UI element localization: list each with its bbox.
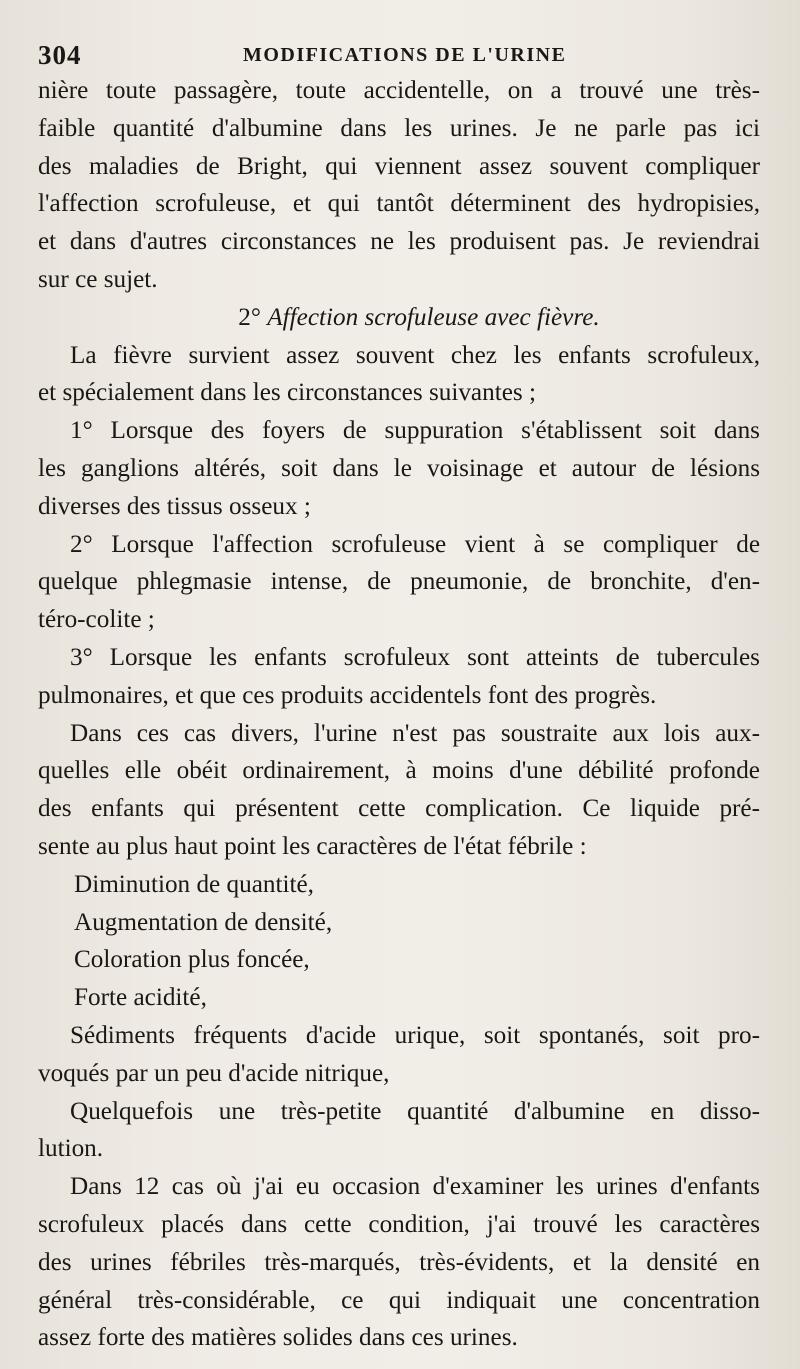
text-line: des enfants qui présentent cette complication. Ce liquide pré-: [38, 795, 760, 823]
text-line: voqués par un peu d'acide nitrique,: [38, 1059, 390, 1087]
text-line: Sédiments fréquents d'acide urique, soit spontanés, soit pro-: [70, 1021, 760, 1049]
page-number: 304: [38, 40, 82, 70]
text-line: 1° Lorsque des foyers de suppuration s'établissent soit dans: [70, 417, 760, 445]
text-line: 3° Lorsque les enfants scrofuleux sont atteints de tubercules: [70, 643, 760, 671]
text-line: quelles elle obéit ordinairement, à moins d'une débilité profonde: [38, 757, 760, 785]
running-title: MODIFICATIONS DE L'URINE: [243, 44, 567, 66]
text-line: l'affection scrofuleuse, et qui tantôt déterminent des hydropisies,: [38, 190, 760, 218]
text-line: La fièvre survient assez souvent chez les enfants scrofuleux,: [70, 341, 760, 369]
text-line: des maladies de Bright, qui viennent assez souvent compliquer: [38, 152, 760, 180]
text-line: général très-considérable, ce qui indiquait une concentration: [38, 1286, 760, 1314]
text-line: nière toute passagère, toute accidentelle, on a trouvé une très-: [38, 77, 760, 104]
text-line: Quelquefois une très-petite quantité d'albumine en disso-: [70, 1097, 760, 1125]
text-line: diverses des tissus osseux ;: [38, 492, 311, 520]
text-line: 2° Lorsque l'affection scrofuleuse vient à se compliquer de: [70, 530, 760, 558]
text-line: lution.: [38, 1135, 104, 1163]
list-item: Diminution de quantité,: [74, 870, 314, 898]
list-item: Coloration plus foncée,: [74, 946, 310, 974]
page-body: [38, 72, 760, 1357]
text-line: et dans d'autres circonstances ne les produisent pas. Je reviendrai: [38, 228, 760, 256]
text-line: sente au plus haut point les caractères de l'état fébrile :: [38, 832, 587, 860]
text-line: téro-colite ;: [38, 606, 155, 634]
section-heading: [38, 299, 760, 337]
text-line: et spécialement dans les circonstances suivantes ;: [38, 379, 536, 407]
text-line: quelque phlegmasie intense, de pneumonie, de bronchite, d'en-: [38, 568, 760, 596]
text-line: assez forte des matières solides dans ces urines.: [38, 1324, 518, 1352]
text-line: les ganglions altérés, soit dans le voisinage et autour de lésions: [38, 454, 760, 482]
section-heading-text: Affection scrofuleuse avec fièvre.: [267, 303, 600, 331]
text-line: Dans 12 cas où j'ai eu occasion d'examiner les urines d'enfants: [70, 1173, 760, 1201]
list-item: Augmentation de densité,: [74, 908, 333, 936]
text-line: scrofuleux placés dans cette condition, j'ai trouvé les caractères: [38, 1210, 760, 1238]
section-heading-number: 2°: [238, 303, 261, 331]
text-line: pulmonaires, et que ces produits accidentels font des progrès.: [38, 681, 657, 709]
text-line: des urines fébriles très-marqués, très-évidents, et la densité en: [38, 1248, 760, 1276]
text-line: sur ce sujet.: [38, 265, 158, 293]
text-line: Dans ces cas divers, l'urine n'est pas soustraite aux lois aux-: [70, 719, 760, 747]
page-header: [38, 40, 760, 72]
list-item: Forte acidité,: [74, 984, 207, 1012]
text-line: faible quantité d'albumine dans les urines. Je ne parle pas ici: [38, 114, 760, 142]
